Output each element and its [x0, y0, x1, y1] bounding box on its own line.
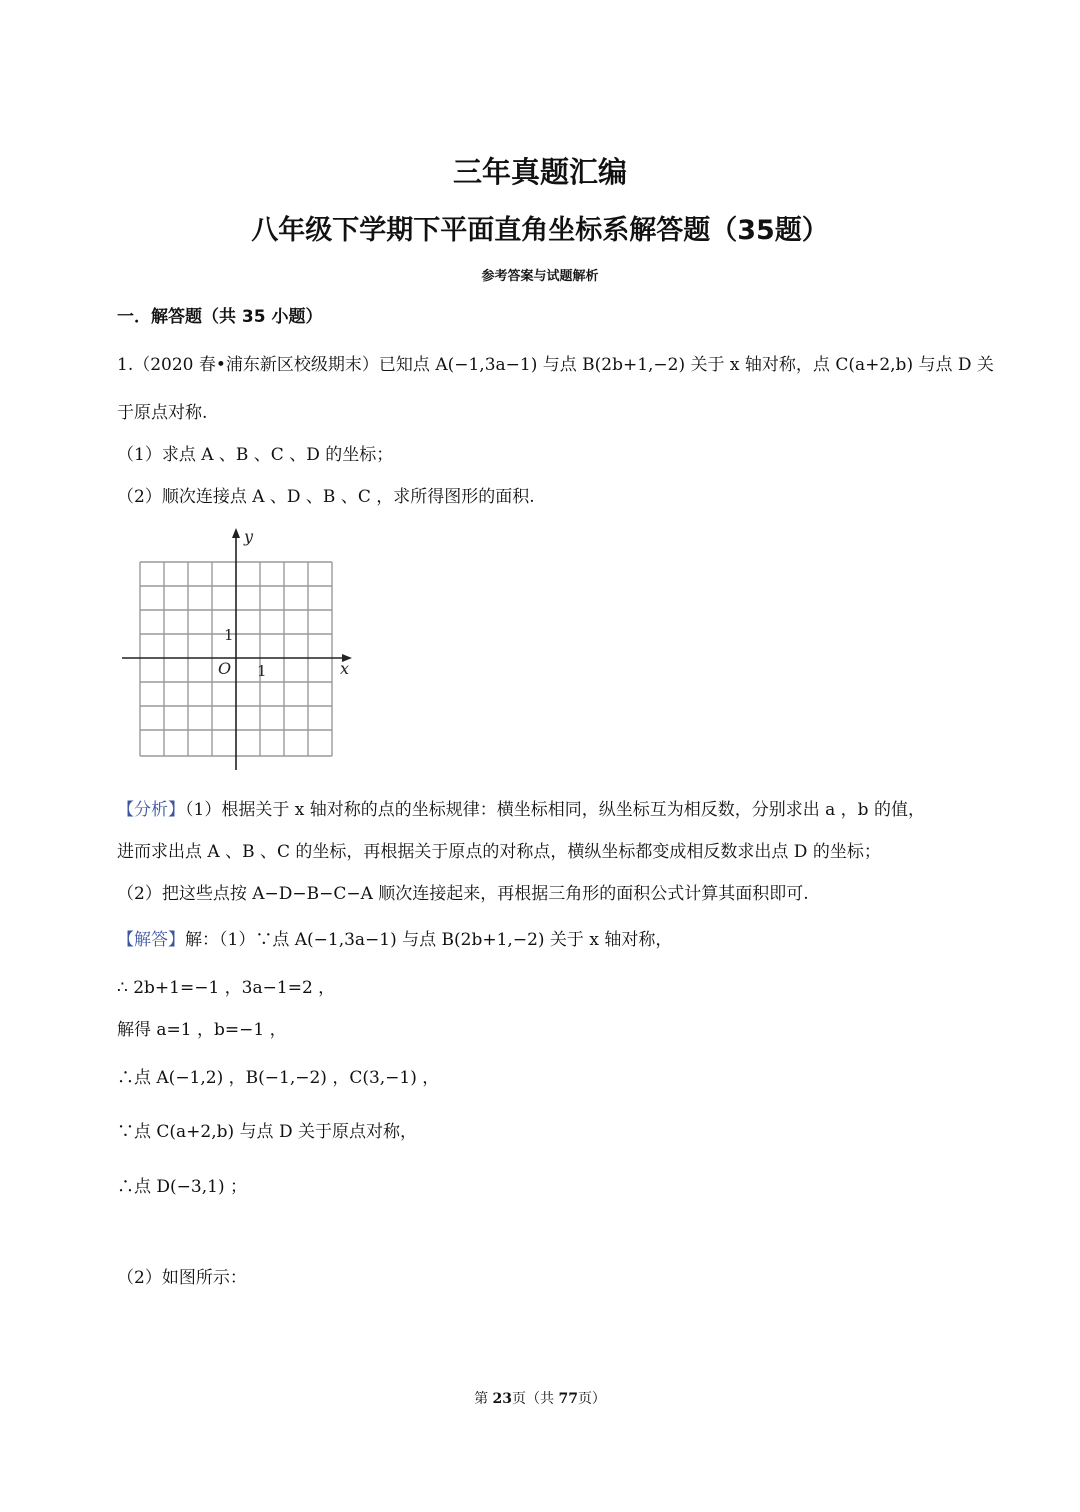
solution-line-2: ∴ 2b+1=−1 ，3a−1=2 ，	[117, 978, 336, 998]
footer-prefix: 第	[474, 1391, 493, 1407]
document-subtitle: 八年级下学期下平面直角坐标系解答题（35题）	[251, 215, 829, 246]
question-line-2: 于原点对称.	[117, 403, 208, 423]
solution-text-1: 解：（1）∵点 A(−1,3a−1) 与点 B(2b+1,−2) 关于 x 轴对称，	[185, 930, 673, 950]
question-part-2: （2）顺次连接点 A 、D 、B 、C ，求所得图形的面积.	[117, 487, 535, 507]
y-tick-label: 1	[224, 626, 234, 644]
solution-line-3: 解得 a=1 ，b=−1 ，	[117, 1020, 287, 1040]
y-axis-label: y	[244, 527, 254, 546]
x-tick-label: 1	[257, 662, 267, 680]
answer-caption: 参考答案与试题解析	[481, 269, 599, 284]
solution-line-5: ∵点 C(a+2,b) 与点 D 关于原点对称，	[117, 1122, 417, 1142]
question-part-1: （1）求点 A 、B 、C 、D 的坐标；	[117, 445, 394, 465]
analysis-line-1	[117, 795, 925, 820]
axes	[122, 532, 348, 770]
footer-page-number: 23	[492, 1391, 512, 1407]
analysis-line-3: （2）把这些点按 A−D−B−C−A 顺次连接起来，再根据三角形的面积公式计算其面积即可.	[117, 884, 809, 904]
page-footer	[0, 1388, 1080, 1408]
coordinate-grid-figure	[118, 522, 368, 774]
question-line-1: 1.（2020 春•浦东新区校级期末）已知点 A(−1,3a−1) 与点 B(2b+1,−2) 关于 x 轴对称，点 C(a+2,b) 与点 D 关	[117, 355, 994, 375]
solution-line-6: ∴点 D(−3,1) ；	[117, 1177, 247, 1197]
analysis-tag: 【分析】	[117, 800, 185, 820]
page-title: 三年真题汇编	[452, 155, 627, 189]
section-heading: 一．解答题（共 35 小题）	[117, 307, 323, 327]
footer-total-pages: 77	[558, 1391, 578, 1407]
footer-suffix: 页）	[577, 1391, 606, 1407]
analysis-line-2: 进而求出点 A 、B 、C 的坐标，再根据关于原点的对称点，横纵坐标都变成相反数求出点 D 的坐标；	[117, 842, 881, 862]
analysis-text-1: （1）根据关于 x 轴对称的点的坐标规律：横坐标相同，纵坐标互为相反数，分别求出 a ，b 的值，	[185, 800, 925, 820]
y-axis-arrow	[232, 528, 240, 538]
origin-label: O	[218, 659, 232, 678]
solution-line-4: ∴点 A(−1,2) ，B(−1,−2) ，C(3,−1) ，	[117, 1068, 440, 1088]
solution-tag: 【解答】	[117, 930, 185, 950]
footer-middle: 页（共	[512, 1391, 559, 1407]
solution-line-1	[117, 925, 672, 950]
solution-line-7: （2）如图所示：	[117, 1268, 247, 1288]
x-axis-label: x	[340, 659, 350, 678]
